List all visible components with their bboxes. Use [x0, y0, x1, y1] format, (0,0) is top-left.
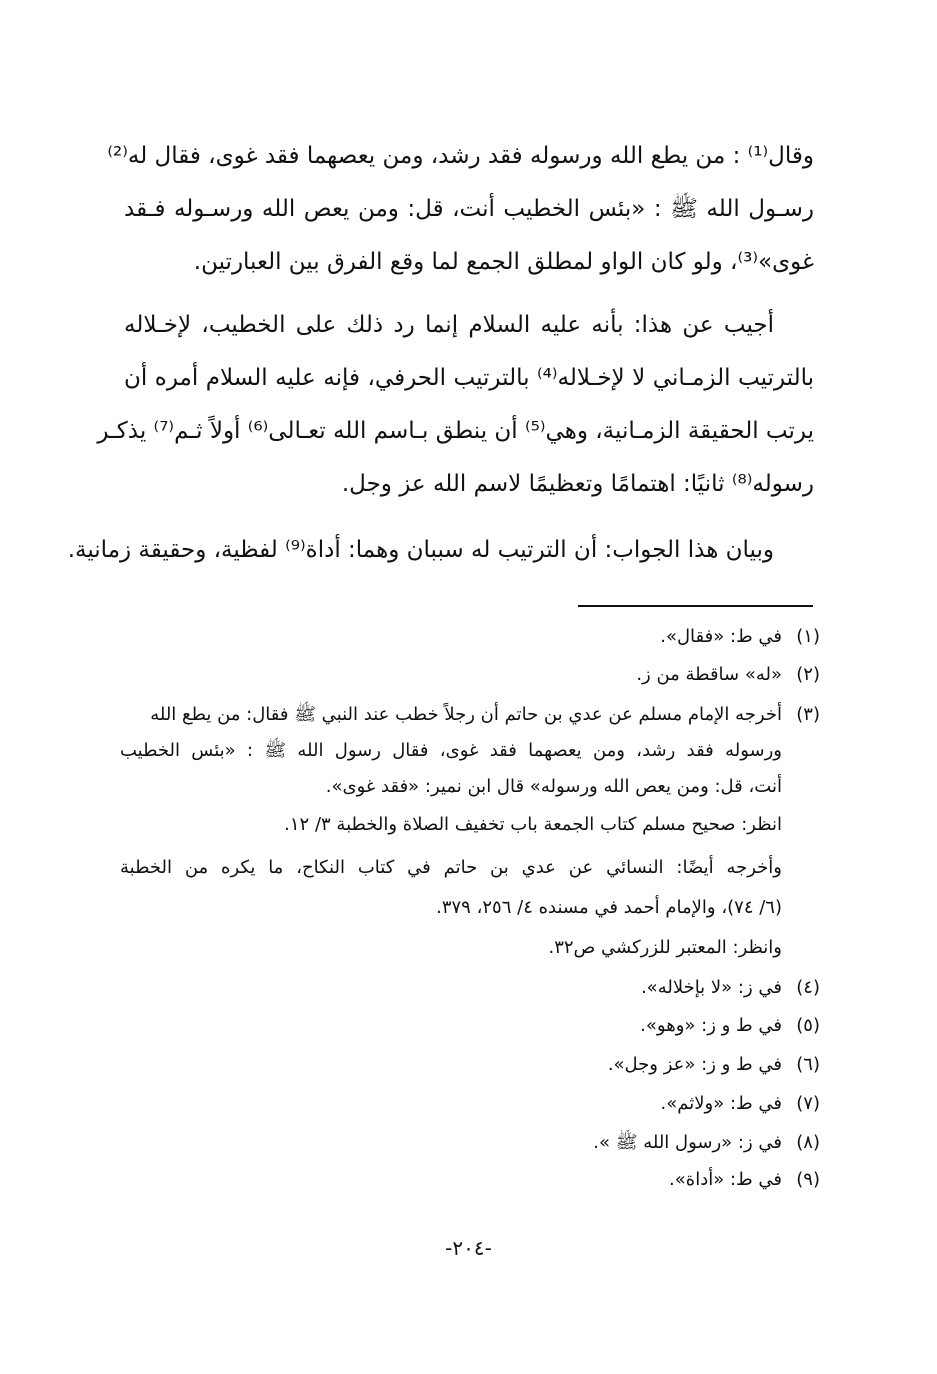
footnote: [120, 1013, 820, 1039]
footnote-number: (٩): [796, 1169, 820, 1190]
footnote-text: في ط: «ولاثم».: [660, 1093, 782, 1114]
footnote-continuation: ورسوله فقد رشد، ومن يعصهما فقد غوى، فقال رسول الله ﷺ : «بئس الخطيب: [120, 740, 782, 761]
footnote-text: في ز: «لا بإخلاله».: [640, 977, 782, 998]
footnote-number: (٨): [796, 1132, 820, 1153]
footnote: [120, 1091, 820, 1117]
footnote-continuation: انظر: صحيح مسلم كتاب الجمعة باب تخفيف الصلاة والخطبة ٣/ ١٢.: [284, 814, 782, 835]
body-line: وقال⁽¹⁾ : من يطع الله ورسوله فقد رشد، ومن يعصهما فقد غوى، فقال له⁽²⁾: [107, 143, 814, 169]
body-line: بالترتيب الزمـاني لا لإخـلاله⁽⁴⁾ بالترتيب الحرفي، فإنه عليه السلام أمره أن: [124, 365, 814, 391]
body-line: رسـول الله ﷺ : «بئس الخطيب أنت، قل: ومن يعص الله ورسـوله فـقد: [124, 196, 814, 222]
body-line: وبيان هذا الجواب: أن الترتيب له سببان وهما: أداة⁽⁹⁾ لفظية، وحقيقة زمانية.: [67, 537, 774, 563]
body-line: رسوله⁽⁸⁾ ثانيًا: اهتمامًا وتعظيمًا لاسم الله عز وجل.: [341, 471, 814, 497]
footnote-number: (١): [796, 626, 820, 647]
footnote-continuation: (٦/ ٧٤)، والإمام أحمد في مسنده ٤/ ٢٥٦، ٣٧٩.: [436, 897, 782, 918]
footnote-text: في ط: «أداة».: [669, 1169, 782, 1190]
footnote: [120, 624, 820, 650]
footnote-text: في ط و ز: «عز وجل».: [607, 1054, 782, 1075]
body-line: غوى»⁽³⁾، ولو كان الواو لمطلق الجمع لما وقع الفرق بين العبارتين.: [193, 249, 814, 275]
footnote: [120, 1167, 820, 1193]
footnote-continuation: أنت، قل: ومن يعص الله ورسوله» قال ابن نمير: «فقد غوى».: [325, 776, 782, 797]
footnote-number: (٥): [796, 1015, 820, 1036]
footnote-number: (٧): [796, 1093, 820, 1114]
footnote: [120, 662, 820, 688]
footnote-text: في ز: «رسول الله ﷺ ».: [593, 1132, 782, 1153]
footnote-text: في ط: «فقال».: [660, 626, 782, 647]
footnote-number: (٦): [796, 1054, 820, 1075]
footnote-continuation: وأخرجه أيضًا: النسائي عن عدي بن حاتم في كتاب النكاح، ما يكره من الخطبة: [120, 857, 782, 878]
footnote-continuation: وانظر: المعتبر للزركشي ص٣٢.: [548, 937, 782, 958]
footnote: [120, 975, 820, 1001]
footnote: [120, 1130, 820, 1156]
body-line: يرتب الحقيقة الزمـانية، وهي⁽⁵⁾ أن ينطق بـاسم الله تعـالى⁽⁶⁾ أولاً ثـم⁽⁷⁾ يذكـر: [97, 418, 814, 444]
footnote-number: (٤): [796, 977, 820, 998]
footnote-number: (٣): [796, 704, 820, 725]
body-line: أجيب عن هذا: بأنه عليه السلام إنما رد ذلك على الخطيب، لإخـلاله: [124, 312, 774, 338]
footnote-separator: [578, 605, 813, 607]
page-number: -٢٠٤-: [445, 1236, 492, 1260]
footnote-text: في ط و ز: «وهو».: [640, 1015, 782, 1036]
footnote: [120, 702, 820, 728]
footnote-text: أخرجه الإمام مسلم عن عدي بن حاتم أن رجلاً خطب عند النبي ﷺ فقال: من يطع الله: [150, 704, 782, 725]
footnote-number: (٢): [796, 664, 820, 685]
footnote: [120, 1052, 820, 1078]
footnote-text: «له» ساقطة من ز.: [636, 664, 782, 685]
